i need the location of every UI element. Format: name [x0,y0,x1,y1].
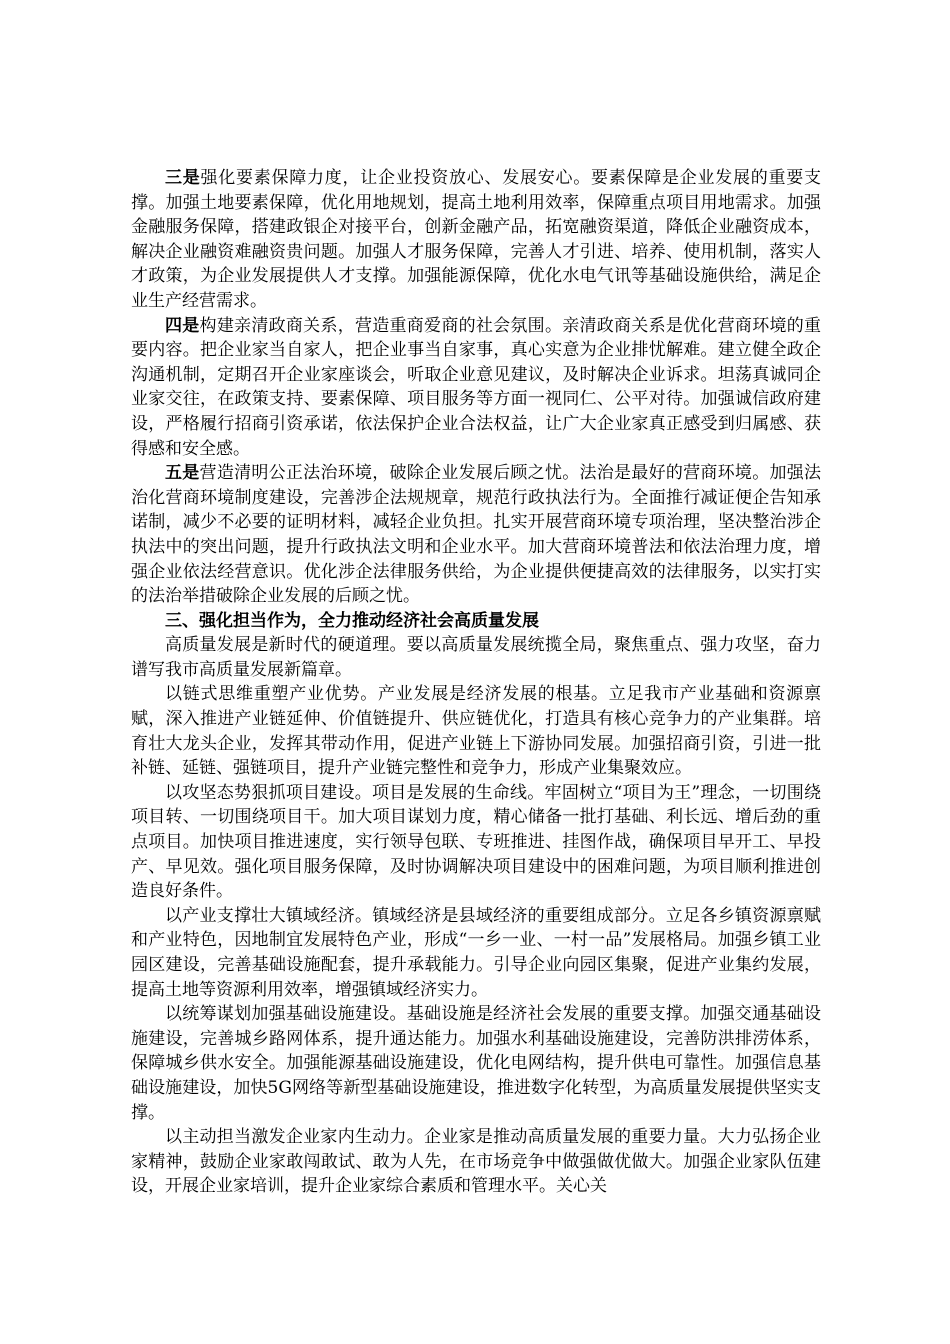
paragraph-lead: 三是 [165,168,201,188]
paragraph-point-three [131,166,821,314]
paragraph-point-four [131,314,821,462]
section-paragraph: 以主动担当激发企业家内生动力。企业家是推动高质量发展的重要力量。大力弘扬企业家精神，鼓励企业家敢闯敢试、敢为人先，在市场竞争中做强做优做大。加强企业家队伍建设，开展企业家培训，提升企业家综合素质和管理水平。关心关 [131,1127,821,1197]
paragraph-lead: 五是 [165,463,200,484]
paragraph-body: 营造清明公正法治环境，破除企业发展后顾之忧。法治是最好的营商环境。加强法治化营商环境制度建设，完善涉企法规规章，规范行政执法行为。全面推行减证便企告知承诺制，减少不必要的证明材料，减轻企业负担。扎实开展营商环境专项治理，坚决整治涉企执法中的突出问题，提升行政执法文明和企业水平。加大营商环境普法和依法治理力度，增强企业依法经营意识。优化涉企法律服务供给，为企业提供便捷高效的法律服务，以实打实的法治举措破除企业发展的后顾之忧。 [131,463,822,607]
paragraph-lead: 四是 [165,315,200,336]
section-heading: 三、强化担当作为，全力推动经济社会高质量发展 [165,610,539,631]
section-paragraph: 以攻坚态势狠抓项目建设。项目是发展的生命线。牢固树立“项目为王”理念，一切围绕项目转、一切围绕项目干。加大项目谋划力度，精心储备一批打基础、利长远、增后劲的重点项目。加快项目推进速度，实行领导包联、专班推进、挂图作战，确保项目早开工、早投产、早见效。强化项目服务保障，及时协调解决项目建设中的困难问题，为项目顺利推进创造良好条件。 [131,782,821,902]
paragraph-body: 构建亲清政商关系，营造重商爱商的社会氛围。亲清政商关系是优化营商环境的重要内容。把企业家当自家人，把企业事当自家事，真心实意为企业排忧解难。建立健全政企沟通机制，定期召开企业家座谈会，听取企业意见建议，及时解决企业诉求。坦荡真诚同企业家交往，在政策支持、要素保障、项目服务等方面一视同仁、公平对待。加强诚信政府建设，严格履行招商引资承诺，依法保护企业合法权益，让广大企业家真正感受到归属感、获得感和安全感。 [131,315,822,459]
section-paragraph: 以链式思维重塑产业优势。产业发展是经济发展的根基。立足我市产业基础和资源禀赋，深入推进产业链延伸、价值链提升、供应链优化，打造具有核心竞争力的产业集群。培育壮大龙头企业，发挥其带动作用，促进产业链上下游协同发展。加强招商引资，引进一批补链、延链、强链项目，提升产业链完整性和竞争力，形成产业集聚效应。 [131,684,821,779]
paragraph-body: 强化要素保障力度，让企业投资放心、发展安心。要素保障是企业发展的重要支撑。加强土地要素保障，优化用地规划，提高土地利用效率，保障重点项目用地需求。加强金融服务保障，搭建政银企对接平台，创新金融产品，拓宽融资渠道，降低企业融资成本，解决企业融资难融资贵问题。加强人才服务保障，完善人才引进、培养、使用机制，落实人才政策，为企业发展提供人才支撑。加强能源保障，优化水电气讯等基础设施供给，满足企业生产经营需求。 [131,168,821,311]
document-page [131,166,821,1199]
section-paragraph: 以产业支撑壮大镇域经济。镇域经济是县域经济的重要组成部分。立足各乡镇资源禀赋和产业特色，因地制宜发展特色产业，形成“一乡一业、一村一品”发展格局。加强乡镇工业园区建设，完善基础设施配套，提升承载能力。引导企业向园区集聚，促进产业集约发展，提高土地等资源利用效率，增强镇域经济实力。 [131,905,821,1000]
section-paragraph: 以统筹谋划加强基础设施建设。基础设施是经济社会发展的重要支撑。加强交通基础设施建设，完善城乡路网体系，提升通达能力。加强水利基础设施建设，完善防洪排涝体系，保障城乡供水安全。加强能源基础设施建设，优化电网结构，提升供电可靠性。加强信息基础设施建设，加快5G网络等新型基础设施建设，推进数字化转型，为高质量发展提供坚实支撑。 [131,1004,821,1123]
section-paragraph: 高质量发展是新时代的硬道理。要以高质量发展统揽全局，聚焦重点、强力攻坚，奋力谱写我市高质量发展新篇章。 [131,635,821,680]
paragraph-point-five [131,461,821,609]
